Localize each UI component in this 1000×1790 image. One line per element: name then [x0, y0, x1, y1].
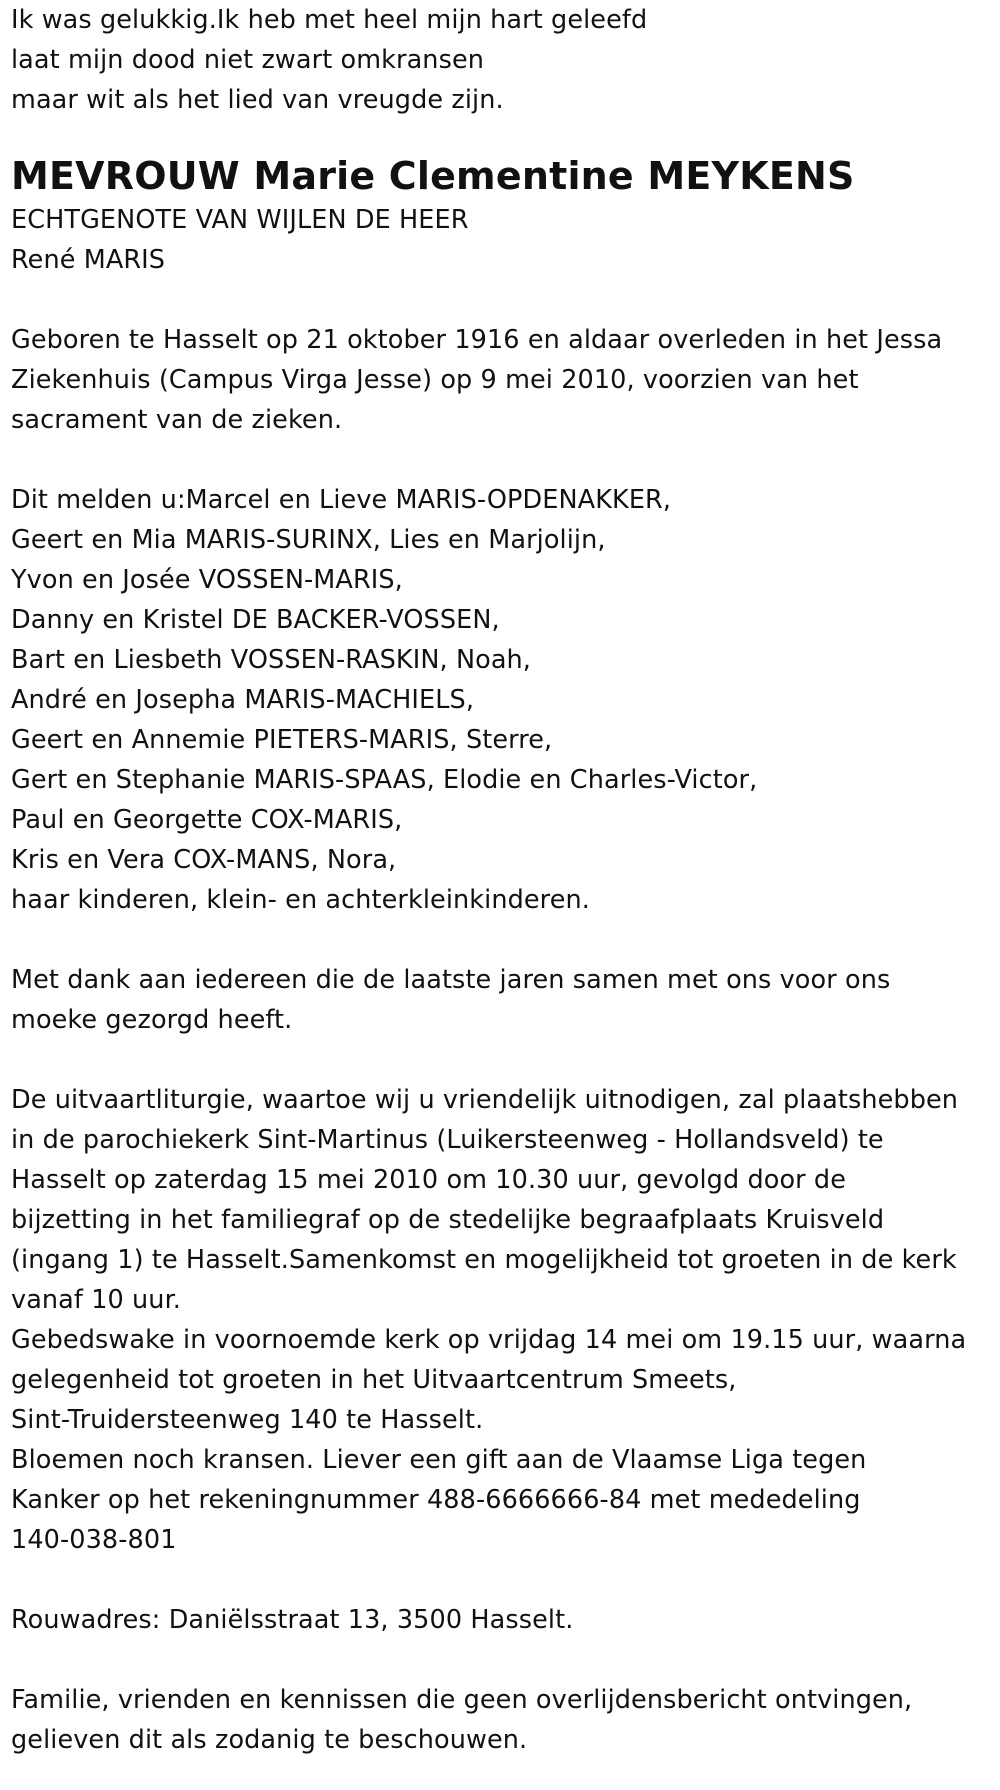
family-line: Bart en Liesbeth VOSSEN-RASKIN, Noah,	[11, 645, 532, 675]
text-line: (ingang 1) te Hasselt.Samenkomst en mogelijkheid tot groeten in de kerk	[11, 1245, 957, 1275]
closing-paragraph	[11, 1680, 991, 1760]
family-list	[11, 480, 991, 920]
text-line: Bloemen noch kransen. Liever een gift aan de Vlaamse Liga tegen	[11, 1445, 867, 1475]
text-line: Ziekenhuis (Campus Virga Jesse) op 9 mei 2010, voorzien van het	[11, 365, 859, 395]
poem-line: Ik was gelukkig.Ik heb met heel mijn hart geleefd	[11, 5, 648, 35]
deceased-name: MEVROUW Marie Clementine MEYKENS	[11, 154, 855, 198]
poem	[11, 0, 991, 120]
spouse-line: ECHTGENOTE VAN WIJLEN DE HEER	[11, 205, 469, 235]
poem-line: laat mijn dood niet zwart omkransen	[11, 45, 485, 75]
poem-line: maar wit als het lied van vreugde zijn.	[11, 85, 504, 115]
text-line: sacrament van de zieken.	[11, 405, 343, 435]
text-line: bijzetting in het familiegraf op de stedelijke begraafplaats Kruisveld	[11, 1205, 885, 1235]
birth-death-paragraph	[11, 320, 991, 440]
family-line: André en Josepha MARIS-MACHIELS,	[11, 685, 475, 715]
address-paragraph	[11, 1600, 991, 1640]
family-line: Geert en Annemie PIETERS-MARIS, Sterre,	[11, 725, 553, 755]
spouse-info	[11, 200, 991, 280]
spouse-line: René MARIS	[11, 245, 166, 275]
family-line: haar kinderen, klein- en achterkleinkinderen.	[11, 885, 590, 915]
text-line: in de parochiekerk Sint-Martinus (Luikersteenweg - Hollandsveld) te	[11, 1125, 884, 1155]
family-line: Geert en Mia MARIS-SURINX, Lies en Marjolijn,	[11, 525, 606, 555]
text-line: gelegenheid tot groeten in het Uitvaartcentrum Smeets,	[11, 1365, 737, 1395]
text-line: gelieven dit als zodanig te beschouwen.	[11, 1725, 528, 1755]
text-line: Hasselt op zaterdag 15 mei 2010 om 10.30 uur, gevolgd door de	[11, 1165, 847, 1195]
text-line: moeke gezorgd heeft.	[11, 1005, 293, 1035]
text-line: Gebedswake in voornoemde kerk op vrijdag 14 mei om 19.15 uur, waarna	[11, 1325, 967, 1355]
text-line: vanaf 10 uur.	[11, 1285, 182, 1315]
family-line: Paul en Georgette COX-MARIS,	[11, 805, 403, 835]
thanks-paragraph	[11, 960, 991, 1040]
family-line: Dit melden u:Marcel en Lieve MARIS-OPDENAKKER,	[11, 485, 672, 515]
mourning-address: Rouwadres: Daniëlsstraat 13, 3500 Hasselt.	[11, 1605, 574, 1635]
text-line: 140-038-801	[11, 1525, 177, 1555]
family-line: Gert en Stephanie MARIS-SPAAS, Elodie en Charles-Victor,	[11, 765, 758, 795]
funeral-paragraph	[11, 1080, 991, 1560]
family-line: Yvon en Josée VOSSEN-MARIS,	[11, 565, 403, 595]
text-line: Met dank aan iedereen die de laatste jaren samen met ons voor ons	[11, 965, 891, 995]
text-line: Familie, vrienden en kennissen die geen overlijdensbericht ontvingen,	[11, 1685, 913, 1715]
family-line: Kris en Vera COX-MANS, Nora,	[11, 845, 397, 875]
text-line: Sint-Truidersteenweg 140 te Hasselt.	[11, 1405, 484, 1435]
text-line: De uitvaartliturgie, waartoe wij u vriendelijk uitnodigen, zal plaatshebben	[11, 1085, 959, 1115]
text-line: Kanker op het rekeningnummer 488-6666666-84 met mededeling	[11, 1485, 861, 1515]
text-line: Geboren te Hasselt op 21 oktober 1916 en aldaar overleden in het Jessa	[11, 325, 943, 355]
obituary-notice	[11, 0, 991, 1760]
family-line: Danny en Kristel DE BACKER-VOSSEN,	[11, 605, 500, 635]
